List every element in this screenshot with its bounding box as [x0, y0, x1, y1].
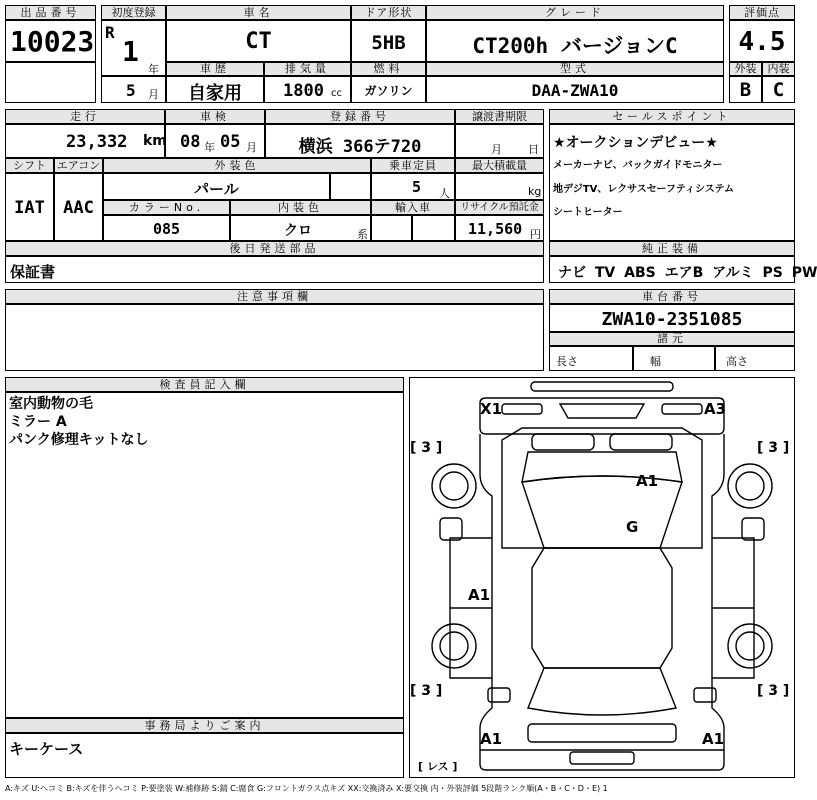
- chassis-label: 車台番号: [549, 289, 795, 304]
- mileage-cell: [5, 124, 165, 158]
- sales-line: 地デジTV、レクサスセーフティシステム: [553, 184, 735, 195]
- door-value: 5HB: [371, 32, 406, 54]
- int-color-unit: 系: [357, 228, 368, 241]
- history-value: 自家用: [188, 83, 242, 104]
- equipment-item: アルミ: [712, 265, 754, 281]
- import-label: 輸入車: [371, 200, 455, 215]
- sales-line: メーカーナビ、バックガイドモニター: [553, 160, 723, 171]
- office-text: キーケース: [9, 740, 84, 758]
- spec-label: 諸元: [549, 332, 795, 346]
- recycle-value: 11,560: [468, 220, 523, 238]
- inspection-month-unit: 月: [246, 141, 257, 154]
- interior-value: C: [772, 79, 785, 101]
- equipment-item: TV: [594, 265, 616, 281]
- inspector-line: パンク修理キットなし: [9, 432, 149, 448]
- inspector-cell: [5, 392, 404, 718]
- spec-length-cell: [549, 346, 633, 371]
- history-label: 車歴: [166, 62, 264, 76]
- lot-number: 10023: [10, 25, 95, 58]
- reg-year: 1: [122, 35, 139, 68]
- capacity-cell: [371, 173, 455, 200]
- chassis-cell: [549, 304, 795, 332]
- chassis-number: ZWA10-2351085: [601, 309, 743, 330]
- reg-month-unit: 月: [148, 88, 159, 101]
- legend: A:キズ U:ヘコミ B:キズを伴うヘコミ P:要塗装 W:補修跡 S:錆 C:腐食 G:フロントガラス点キズ XX:交換済み X:要交換 内・外装評価 5段階ランク順(A・B・C・D・E) 1: [5, 784, 608, 793]
- score-label: 評価点: [729, 5, 795, 20]
- mileage-value: 23,332: [66, 132, 128, 152]
- fuel-value: ガソリン: [364, 84, 413, 98]
- reg-month-cell: [101, 76, 166, 103]
- inspection-year-unit: 年: [204, 141, 215, 154]
- model-value: DAA-ZWA10: [531, 81, 619, 100]
- int-color-value: クロ: [284, 223, 312, 239]
- load-unit: kg: [528, 185, 542, 198]
- inspector-label: 検査員記入欄: [5, 377, 404, 392]
- spec-width-cell: [633, 346, 715, 371]
- mark-rear-left: A1: [480, 730, 503, 748]
- exterior-cell: [729, 76, 762, 103]
- transfer-day: 日: [528, 143, 539, 156]
- plate-label: 登録番号: [265, 109, 455, 124]
- transfer-cell: [455, 124, 544, 158]
- capacity-label: 乗車定員: [371, 158, 455, 173]
- car-outline: [410, 378, 794, 777]
- spare-tire: [ レス ]: [418, 760, 458, 773]
- mark-rear-right: A1: [702, 730, 725, 748]
- load-cell: [455, 173, 544, 200]
- color-extra-cell: [330, 173, 371, 200]
- recycle-unit: 円: [530, 228, 541, 241]
- spec-width: 幅: [650, 355, 661, 368]
- mark-front-left: X1: [480, 400, 503, 418]
- plate-cell: [265, 124, 455, 158]
- fuel-label: 燃料: [351, 62, 426, 76]
- int-color-label: 内装色: [230, 200, 371, 215]
- mark-hood: A1: [636, 472, 659, 490]
- mark-roof: G: [626, 518, 639, 536]
- later-parts-label: 後日発送部品: [5, 241, 544, 256]
- equipment-item: ナビ: [558, 265, 586, 281]
- grade-label: グレード: [426, 5, 724, 20]
- recycle-label: リサイクル預託金: [455, 200, 544, 215]
- tire-front-right: [ 3 ]: [757, 440, 790, 456]
- reg-month: 5: [126, 81, 136, 100]
- grade-cell: [426, 20, 724, 62]
- color-label: 外装色: [103, 158, 371, 173]
- lot-blank: [5, 62, 96, 103]
- equipment-item: PW: [791, 265, 817, 281]
- reg-year-unit: 年: [148, 63, 159, 76]
- first-reg-label: 初度登録: [101, 5, 166, 20]
- spec-height: 高さ: [726, 355, 748, 368]
- transfer-label: 譲渡書期限: [455, 109, 544, 124]
- inspector-line: 室内動物の毛: [9, 396, 93, 412]
- mark-left-door: A1: [468, 586, 491, 604]
- import-cell-b: [412, 215, 455, 241]
- transfer-month: 月: [491, 143, 502, 156]
- office-cell: [5, 733, 404, 778]
- exterior-value: B: [739, 79, 752, 101]
- exterior-label: 外装: [729, 62, 762, 76]
- tire-front-left: [ 3 ]: [410, 440, 443, 456]
- history-cell: [166, 76, 264, 103]
- score-value: 4.5: [738, 27, 786, 57]
- ac-value: AAC: [63, 198, 94, 218]
- lot-number-cell: [5, 20, 96, 62]
- later-parts-value: 保証書: [10, 263, 56, 281]
- grade-value: CT200h バージョンC: [472, 34, 678, 58]
- color-value: パール: [194, 180, 239, 198]
- sales-line: ★オークションデビュー★: [553, 135, 718, 151]
- door-cell: [351, 20, 426, 62]
- capacity-unit: 人: [439, 187, 450, 200]
- color-no-cell: [103, 215, 230, 241]
- load-label: 最大積載量: [455, 158, 544, 173]
- door-label: ドア形状: [351, 5, 426, 20]
- equipment-list: [558, 262, 817, 282]
- car-name: CT: [245, 29, 272, 54]
- model-label: 型式: [426, 62, 724, 76]
- sales-line: シートヒーター: [553, 207, 623, 218]
- era: R: [105, 23, 115, 42]
- displacement-label: 排気量: [264, 62, 351, 76]
- ac-label: エアコン: [54, 158, 103, 173]
- sales-label: セールスポイント: [549, 109, 795, 124]
- tire-rear-left: [ 3 ]: [410, 683, 443, 699]
- recycle-cell: [455, 215, 544, 241]
- car-name-cell: [166, 20, 351, 62]
- color-cell: [103, 173, 330, 200]
- shift-value: IAT: [14, 198, 45, 218]
- equipment-cell: [549, 256, 817, 283]
- inspection-cell: [165, 124, 265, 158]
- mileage-label: 走行: [5, 109, 165, 124]
- sales-cell: [549, 124, 795, 241]
- ac-cell: [54, 173, 103, 241]
- equipment-item: エアB: [664, 265, 704, 281]
- office-label: 事務局よりご案内: [5, 718, 404, 733]
- later-parts-cell: [5, 256, 544, 283]
- car-name-label: 車名: [166, 5, 351, 20]
- inspection-year: 08: [180, 132, 201, 152]
- inspection-month: 05: [220, 132, 241, 152]
- first-reg-cell: [101, 20, 166, 76]
- score-cell: [729, 20, 795, 62]
- lot-label: 出品番号: [5, 5, 96, 20]
- shift-label: シフト: [5, 158, 54, 173]
- tire-rear-right: [ 3 ]: [757, 683, 790, 699]
- displacement-value: 1800: [283, 81, 324, 101]
- shift-cell: [5, 173, 54, 241]
- damage-diagram: [409, 377, 795, 778]
- mark-front-right: A3: [704, 400, 727, 418]
- inspection-label: 車検: [165, 109, 265, 124]
- equipment-label: 純正装備: [549, 241, 795, 256]
- spec-length: 長さ: [556, 355, 578, 368]
- equipment-item: PS: [762, 265, 783, 281]
- displacement-cell: [264, 76, 351, 103]
- fuel-cell: [351, 76, 426, 103]
- inspector-line: ミラー A: [9, 414, 67, 430]
- plate-value: 横浜 366テ720: [298, 137, 422, 157]
- import-cell-a: [371, 215, 412, 241]
- notes-label: 注意事項欄: [5, 289, 544, 304]
- interior-cell: [762, 76, 795, 103]
- model-cell: [426, 76, 724, 103]
- color-no-value: 085: [152, 220, 181, 238]
- mileage-unit: km: [143, 133, 167, 149]
- spec-height-cell: [715, 346, 795, 371]
- color-no-label: カラーNo.: [103, 200, 230, 215]
- int-color-cell: [230, 215, 371, 241]
- equipment-item: ABS: [624, 265, 656, 281]
- interior-label: 内装: [762, 62, 795, 76]
- displacement-unit: cc: [331, 88, 342, 99]
- notes-cell: [5, 304, 544, 371]
- capacity-value: 5: [412, 178, 422, 196]
